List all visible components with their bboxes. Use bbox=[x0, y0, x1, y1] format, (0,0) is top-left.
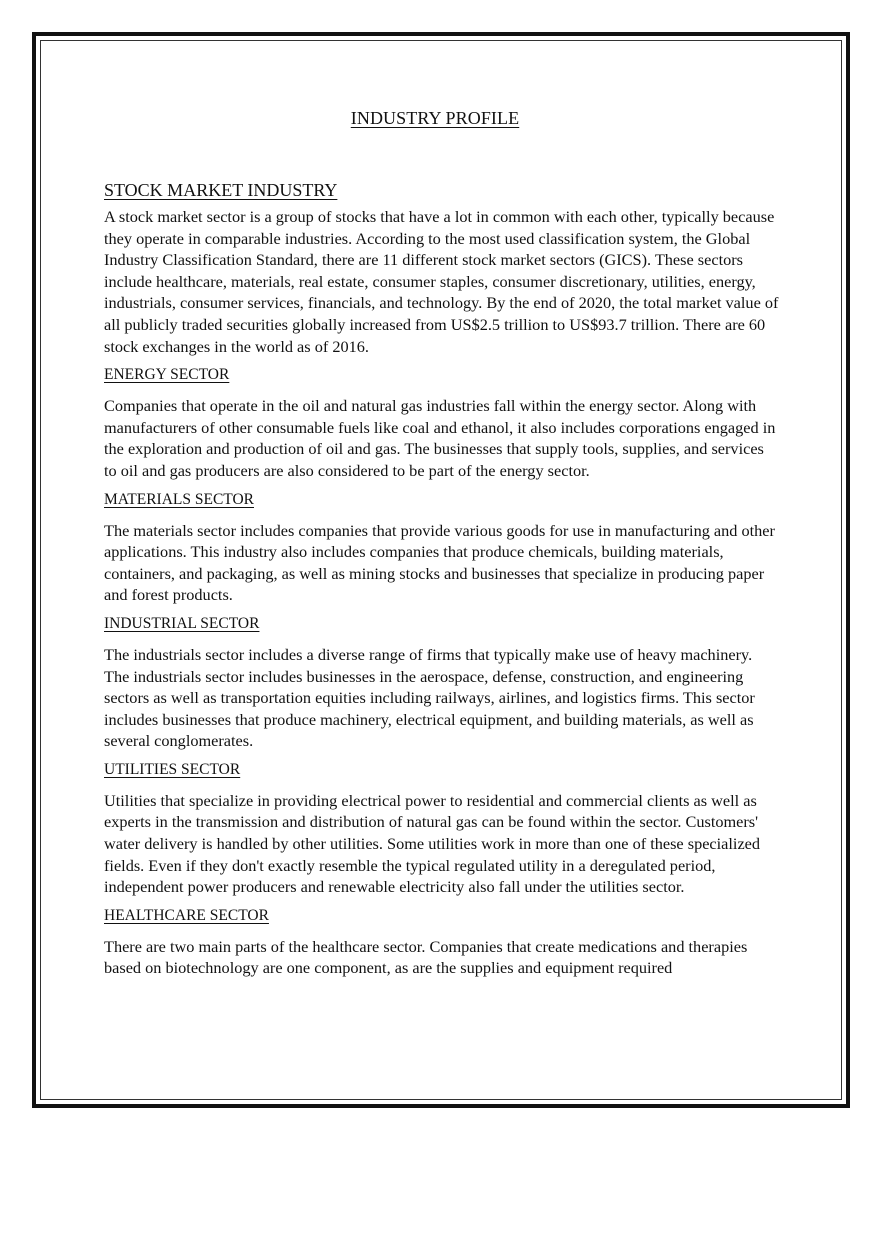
industrial-sector-heading bbox=[104, 614, 780, 634]
healthcare-sector-heading bbox=[104, 906, 780, 926]
utilities-sector-heading bbox=[104, 760, 780, 780]
page-title-text: INDUSTRY PROFILE bbox=[350, 108, 520, 128]
energy-sector-paragraph: Companies that operate in the oil and natural gas industries fall within the energy sector. Along with manufacturers of other consumable fuels like coal and ethanol, it also includes corporations engaged in the exploration and production of oil and gas. The businesses that supply tools, supplies, and services to oil and gas producers are also considered to be part of the energy sector. bbox=[104, 396, 776, 480]
document-body bbox=[104, 106, 780, 987]
industrial-sector-paragraph: The industrials sector includes a diverse range of firms that typically make use of heavy machinery. The industrials sector includes businesses in the aerospace, defense, construction, and engineering sectors as well as transportation equities including railways, airlines, and logistics firms. This sector includes businesses that produce machinery, electrical equipment, and building materials, as well as several conglomerates. bbox=[104, 644, 755, 751]
intro-paragraph: A stock market sector is a group of stocks that have a lot in common with each other, typically because they operate in comparable industries. According to the most used classification system, the Global Industry Classification Standard, there are 11 different stock market sectors (GICS). These sectors include healthcare, materials, real estate, consumer staples, consumer discretionary, utilities, energy, industrials, consumer services, financials, and technology. By the end of 2020, the total market value of all publicly traded securities globally increased from US$2.5 trillion to US$93.7 trillion. There are 60 stock exchanges in the world as of 2016. bbox=[104, 207, 779, 356]
industrial-sector-heading-text: INDUSTRIAL SECTOR bbox=[104, 614, 260, 632]
materials-sector-heading-text: MATERIALS SECTOR bbox=[104, 490, 254, 508]
healthcare-sector-heading-text: HEALTHCARE SECTOR bbox=[104, 906, 269, 924]
healthcare-sector-paragraph: There are two main parts of the healthcare sector. Companies that create medications and therapies based on biotechnology are one component, as are the supplies and equipment required bbox=[104, 936, 748, 978]
section-title bbox=[104, 178, 780, 202]
energy-sector-heading bbox=[104, 365, 780, 385]
utilities-sector-heading-text: UTILITIES SECTOR bbox=[104, 760, 241, 778]
section-title-text: STOCK MARKET INDUSTRY bbox=[104, 180, 338, 200]
materials-sector-heading bbox=[104, 490, 780, 510]
page-title bbox=[104, 106, 780, 130]
energy-sector-heading-text: ENERGY SECTOR bbox=[104, 366, 230, 384]
utilities-sector-paragraph: Utilities that specialize in providing electrical power to residential and commercial clients as well as experts in the transmission and distribution of natural gas can be found within the sector. Customers' water delivery is handled by other utilities. Some utilities work in more than one of these specialized fields. Even if they don't exactly resemble the typical regulated utility in a deregulated period, independent power producers and renewable electricity also fall under the utilities sector. bbox=[104, 790, 761, 897]
materials-sector-paragraph: The materials sector includes companies that provide various goods for use in manufacturing and other applications. This industry also includes companies that produce chemicals, building materials, containers, and packaging, as well as mining stocks and businesses that specialize in producing paper and forest products. bbox=[104, 520, 775, 605]
